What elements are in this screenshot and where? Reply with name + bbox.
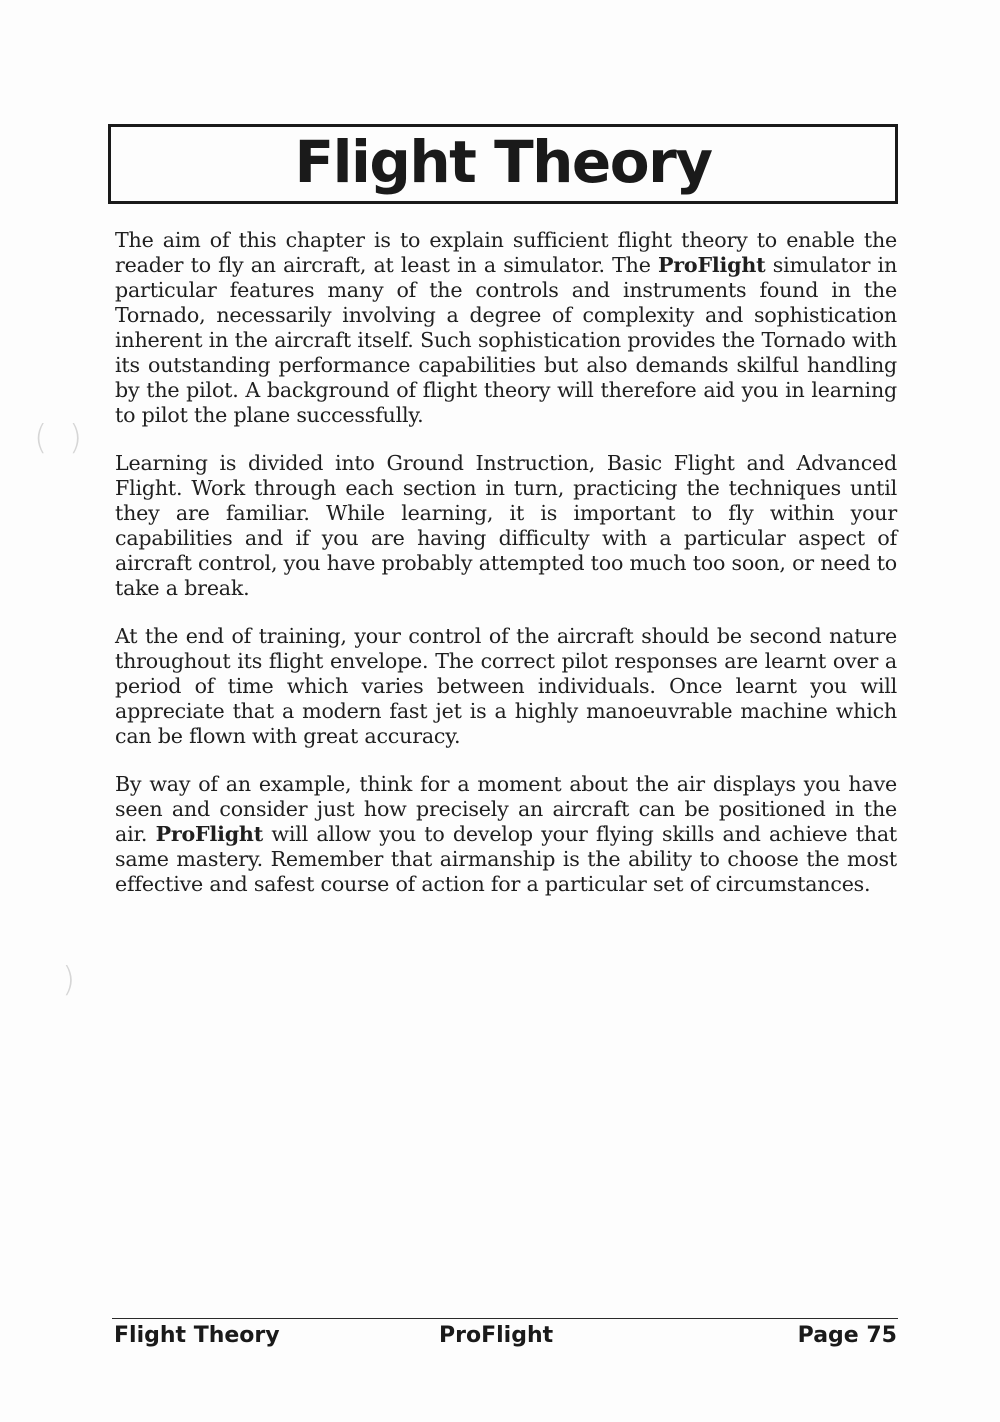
paragraph-text: By way of an example, think for a moment about the air displays you have seen and consider just how precisely an aircraft can be positioned in the air. xyxy=(115,772,897,846)
chapter-title: Flight Theory xyxy=(294,128,712,196)
paragraph: At the end of training, your control of the aircraft should be second nature throughout its flight envelope. The correct pilot responses are learnt over a period of time which varies between individuals. Once learnt you will appreciate that a modern fast jet is a highly manoeuvrable machine which can be flown with great accuracy. xyxy=(115,624,897,748)
paragraph xyxy=(115,772,897,897)
paragraph: Learning is divided into Ground Instruction, Basic Flight and Advanced Flight. Work through each section in turn, practicing the techniques until they are familiar. While learning, it is important to fly within your capabilities and if you are having difficulty with a particular aspect of aircraft control, you have probably attempted too much too soon, or need to take a break. xyxy=(115,451,897,600)
paragraph-text: simulator in particular features many of the controls and instruments found in the Tornado, necessarily involving a degree of complexity and sophistication inherent in the aircraft itself. Such sophistication provides the Tornado with its outstanding performance capabilities but also demands skilful handling by the pilot. A background of flight theory will therefore aid you in learning to pilot the plane successfully. xyxy=(115,253,898,427)
paragraph-text: The aim of this chapter is to explain sufficient flight theory to enable the reader to fly an aircraft, at least in a simulator. The xyxy=(115,228,897,277)
footer-product-name: ProFlight xyxy=(439,1323,554,1348)
footer-page-number: Page 75 xyxy=(797,1323,897,1348)
footer-divider xyxy=(112,1318,898,1319)
binder-hole-mark: ( ) xyxy=(34,418,83,458)
chapter-title-box xyxy=(108,124,898,204)
footer-chapter-name: Flight Theory xyxy=(114,1323,280,1348)
product-name-emphasis: ProFlight xyxy=(658,253,766,277)
binder-hole-mark: ) xyxy=(62,960,76,1000)
paragraph-text: will allow you to develop your flying skills and achieve that same mastery. Remember that airmanship is the ability to choose the most effective and safest course of action for a particular set of circumstances. xyxy=(115,822,897,896)
product-name-emphasis: ProFlight xyxy=(155,822,264,846)
chapter-body xyxy=(115,228,897,920)
paragraph xyxy=(115,228,897,428)
